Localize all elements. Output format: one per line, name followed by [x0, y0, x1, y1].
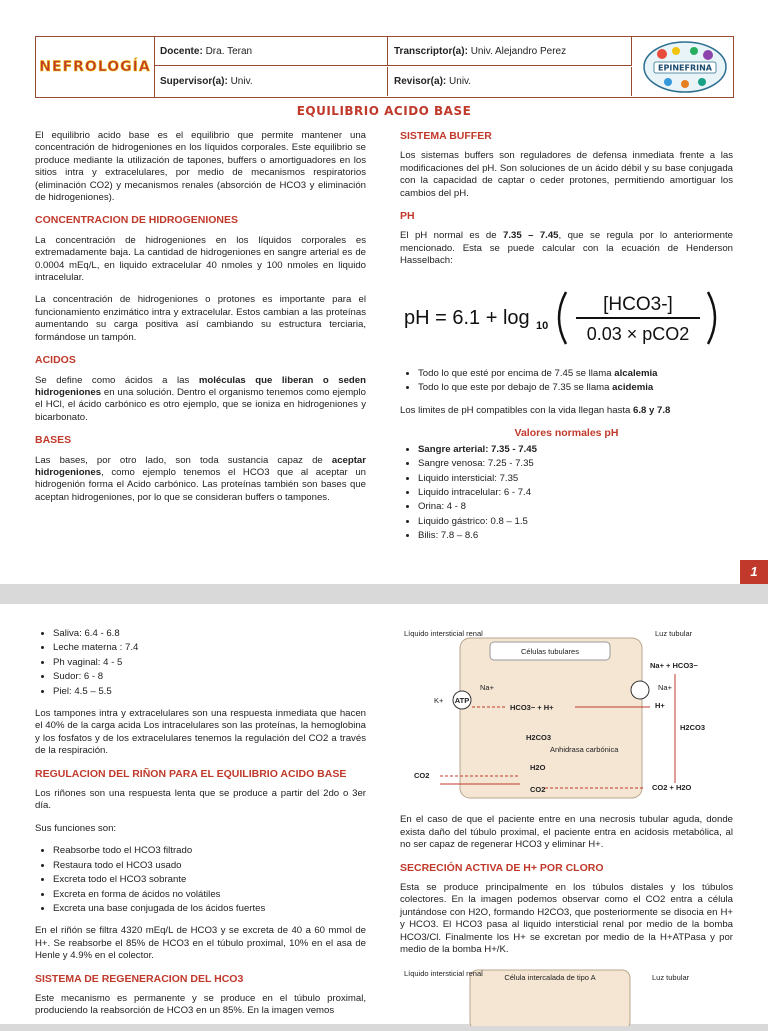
docente-cell: Docente: Dra. Teran — [154, 37, 388, 66]
transcriptor-cell: Transcriptor(a): Univ. Alejandro Perez — [388, 37, 632, 66]
list-item: • Todo lo que esté por encima de 7.45 se llama alcalemia — [418, 368, 733, 380]
svg-text:H2CO3: H2CO3 — [526, 733, 552, 742]
list-item: • Liquido intersticial: 7.35 — [418, 473, 733, 485]
svg-text:H2O: H2O — [530, 763, 546, 772]
heading-buffer: SISTEMA BUFFER — [400, 130, 492, 142]
svg-text:Na+: Na+ — [480, 683, 494, 692]
concentracion-paragraph-2: La concentración de hidrogeniones o protones es importante para el funcionamiento enzimático intra y extracelular. Estos cambian a las proteínas aumentando su carga positiva así cambiando su estructura terciaria, formándose un tampón. — [35, 294, 366, 343]
svg-text:HCO3− + H+: HCO3− + H+ — [510, 703, 554, 712]
heading-regulacion-rinon: REGULACION DEL RIÑON PARA EL EQUILIBRIO ACIDO BASE — [35, 767, 347, 780]
heading-secrecion: SECRECIÓN ACTIVA DE H+ POR CLORO — [400, 861, 604, 874]
filtra-paragraph: En el riñón se filtra 4320 mEq/L de HCO3 y se excreta de 40 a 60 mmol de H+. Se reabsorbe el 85% de HCO3 en el túbulo proximal, 10% en el asa de Henle y 4.9% en el colector. — [35, 925, 366, 962]
regeneracion-paragraph: Este mecanismo es permanente y se produce en el túbulo proximal, produciendo la reabsorción de HCO3 en un 85%. En la imagen vemos — [35, 992, 366, 1017]
henderson-hasselbach-formula — [400, 282, 733, 352]
svg-text:Células tubulares: Células tubulares — [521, 647, 579, 656]
list-item: • Ph vaginal: 4 - 5 — [53, 657, 366, 669]
bases-paragraph: Las bases, por otro lado, son toda sustancia capaz de aceptar hidrogeniones, como ejemplo tenemos el HCO3 que al aceptar un hidrogenión forma el Acido carbónico. Las proteínas también son bases que aceptan hidrogeniones, por lo que se consideran buffers o tampones. — [35, 454, 366, 503]
list-item: • Excreta en forma de ácidos no volátiles — [53, 889, 366, 901]
rinon-paragraph: Los riñones son una respuesta lenta que se produce a partir del 2do o 3er día. — [35, 788, 366, 812]
list-item: • Sudor: 6 - 8 — [53, 671, 366, 683]
concentracion-paragraph-1: La concentración de hidrogeniones en los líquidos corporales es extremadamente baja. La cantidad de hidrogeniones en sangre arterial es de 0.0004 mEq/L, en liquido extracelular 40 nmoles y 100 nmoles en liquido intracelular. — [35, 234, 366, 284]
intercalated-cell-diagram — [400, 966, 733, 1026]
list-item: • Bilis: 7.8 – 8.6 — [418, 530, 733, 542]
svg-text:Luz tubular: Luz tubular — [652, 973, 690, 983]
heading-regeneracion: SISTEMA DE REGENERACION DEL HCO3 — [35, 972, 244, 985]
svg-text:Anhidrasa carbónica: Anhidrasa carbónica — [550, 745, 619, 754]
list-item: • Piel: 4.5 – 5.5 — [53, 686, 366, 698]
page1-right-column — [400, 130, 733, 553]
list-item: • Excreta una base conjugada de los ácidos fuertes — [53, 903, 366, 915]
list-item: • Sangre venosa: 7.25 - 7.35 — [418, 458, 733, 470]
list-item: • Reabsorbe todo el HCO3 filtrado — [53, 845, 366, 857]
valores-normales-list — [400, 444, 733, 543]
list-item: • Leche materna : 7.4 — [53, 642, 366, 654]
svg-text:Na+: Na+ — [658, 683, 672, 692]
heading-valores-normales: Valores normales pH — [514, 427, 619, 440]
page-title: EQUILIBRIO ACIDO BASE — [296, 104, 472, 118]
list-item: • Restaura todo el HCO3 usado — [53, 860, 366, 872]
secrecion-paragraph: Esta se produce principalmente en los túbulos distales y los túbulos colectores. En la imagen podemos observar como el CO2 entra a célula juntándose con H2O, formando H2CO3, que posteriormente se disocia en H+ y HCO3. El HCO3 pasa al liquido intersticial renal por medio de la bomba HCO3/Cl. Finalmente los H+ se excretan por medio de la H+ATPasa y por medio de la bomba H+/K. — [400, 882, 733, 956]
svg-text:Luz tubular: Luz tubular — [655, 629, 693, 638]
epinefrina-badge — [642, 40, 728, 94]
list-item: • Saliva: 6.4 - 6.8 — [53, 628, 366, 640]
svg-text:H+: H+ — [655, 701, 665, 710]
ph-paragraph: El pH normal es de 7.35 – 7.45, que se regula por lo anteriormente mencionado. Esta se puede calcular con la ecuación de Henderson Hasselbach: — [400, 230, 734, 267]
page-number: 1 — [740, 560, 768, 584]
heading-concentracion: CONCENTRACION DE HIDROGENIONES — [35, 214, 239, 227]
funciones-paragraph: Sus funciones son: — [35, 822, 117, 834]
svg-text:10: 10 — [536, 319, 549, 332]
heading-ph: PH — [400, 210, 415, 223]
svg-text:CO2: CO2 — [414, 771, 430, 780]
document-page-2 — [0, 604, 768, 1024]
svg-text:EPINEFRINA: EPINEFRINA — [658, 63, 712, 73]
acidos-paragraph: Se define como ácidos a las moléculas que liberan o seden hidrogeniones en una solución. Dentro el organismo tenemos como ejemplo el HCl, el ácido carbónico es otro ejemplo, que se ioniza en hidrogeniones y bicarbonato. — [35, 374, 366, 423]
svg-text:Líquido intersticial renal: Líquido intersticial renal — [404, 969, 483, 979]
list-item: • Excreta todo el HCO3 sobrante — [53, 874, 366, 886]
svg-text:pH = 6.1 + log: pH = 6.1 + log — [404, 306, 530, 329]
svg-text:K+: K+ — [434, 696, 444, 705]
revisor-cell: Revisor(a): Univ. — [388, 67, 632, 96]
nefrologia-logo: NEFROLOGÍA — [36, 37, 155, 97]
tampones-paragraph: Los tampones intra y extracelulares son una respuesta inmediata que hacen el 40% de la carga acida Los intracelulares son las proteínas, la hemoglobina y los fosfatos y de los extracelulares tenemos la regulación del CO2 a través de la respiración. — [35, 708, 366, 757]
ph-values-list — [35, 628, 366, 698]
list-item: • Todo lo que este por debajo de 7.35 se llama acidemia — [418, 382, 733, 394]
limits-paragraph: Los limites de pH compatibles con la vida llegan hasta 6.8 y 7.8 — [400, 404, 671, 416]
svg-text:Na+ + HCO3−: Na+ + HCO3− — [650, 661, 698, 670]
intro-paragraph: El equilibrio acido base es el equilibrio que permite mantener una concentración de hidrogeniones en los líquidos corporales. Este equilibrio se produce mediante la utilización de tapones, buffers o amortiguadores en los sitios intra y extracelulares, por medio de mecanismos respiratorios (eliminación CO2) y mecanismos renales (absorción de HCO3 y eliminación de hidrogeniones). — [35, 130, 366, 204]
heading-bases: BASES — [35, 434, 72, 447]
svg-text:Líquido intersticial renal: Líquido intersticial renal — [404, 629, 483, 638]
list-item: • Liquido intracelular: 6 - 7.4 — [418, 487, 733, 499]
tubular-cell-diagram — [400, 628, 733, 808]
svg-text:[HCO3-]: [HCO3-] — [603, 293, 673, 315]
svg-text:Célula intercalada de tipo A: Célula intercalada de tipo A — [504, 973, 596, 983]
page2-right-column — [400, 628, 733, 1031]
funciones-list — [35, 845, 366, 915]
svg-text:CO2: CO2 — [530, 785, 546, 794]
list-item: • Orina: 4 - 8 — [418, 501, 733, 513]
page2-left-column — [35, 628, 366, 1028]
supervisor-cell: Supervisor(a): Univ. — [154, 67, 388, 96]
page-header — [35, 36, 734, 98]
list-item: • Sangre arterial: 7.35 - 7.45 — [418, 444, 733, 456]
svg-text:H2CO3: H2CO3 — [680, 723, 706, 732]
buffer-paragraph: Los sistemas buffers son reguladores de defensa inmediata frente a las modificaciones del pH. Son soluciones de un ácido débil y su base conjugada con la capacidad de captar o ceder protones, permitiendo amortiguar los cambios del pH. — [400, 150, 733, 199]
page1-left-column — [35, 130, 366, 514]
ph-range-list — [400, 368, 733, 395]
svg-text:0.03 × pCO2: 0.03 × pCO2 — [586, 323, 690, 344]
svg-text:ATP: ATP — [454, 696, 470, 705]
svg-text:CO2 + H2O: CO2 + H2O — [652, 783, 692, 792]
heading-acidos: ACIDOS — [35, 354, 76, 367]
necrosis-paragraph: En el caso de que el paciente entre en una necrosis tubular aguda, donde exista daño del túbulo proximal, el paciente entra en acidosis metabólica, al no ser capaz de regenerar HCO3 y eliminar H+. — [400, 814, 733, 851]
list-item: • Liquido gástrico: 0.8 – 1.5 — [418, 516, 733, 528]
